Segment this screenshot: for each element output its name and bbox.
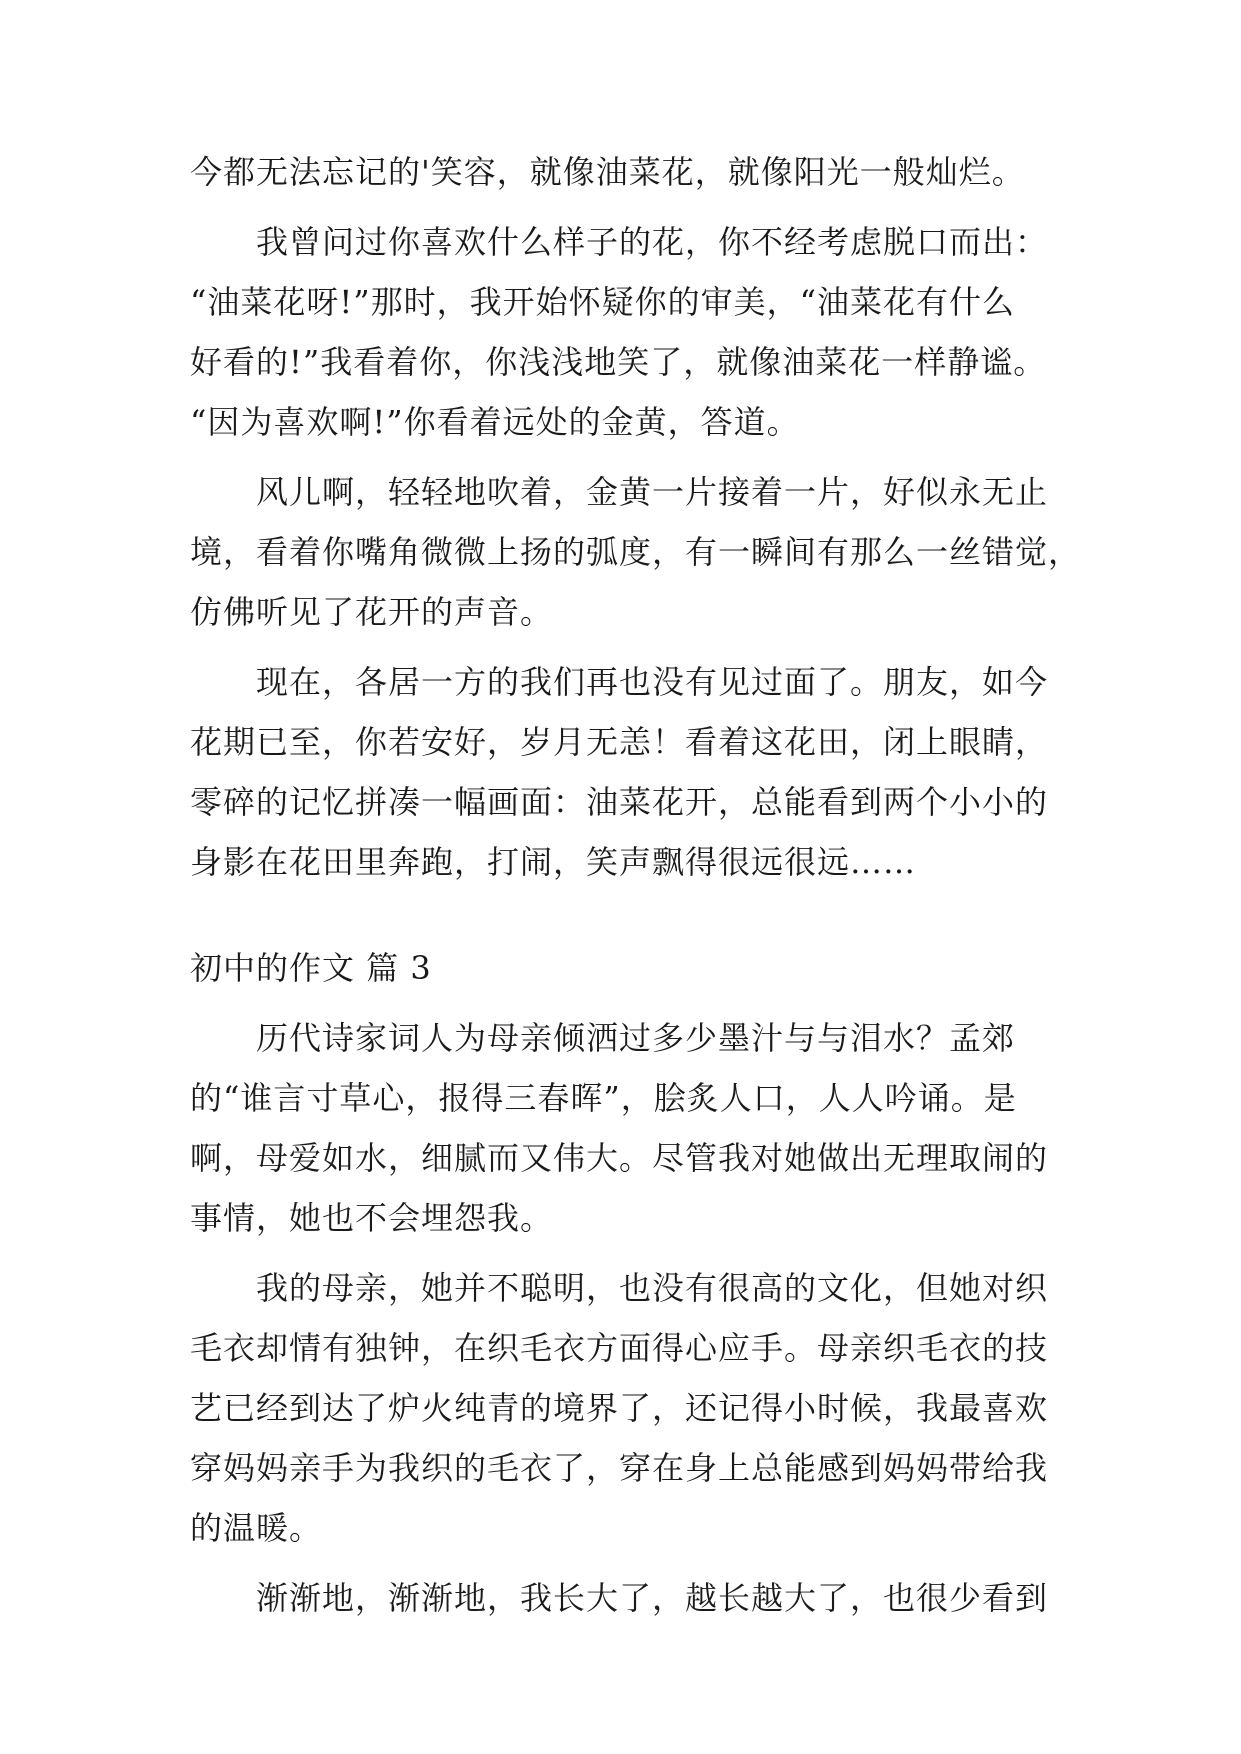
text-line: 好看的!”我看着你，你浅浅地笑了，就像油菜花一样静谧。 bbox=[190, 343, 1047, 381]
text-line: “油菜花呀!”那时，我开始怀疑你的审美，“油菜花有什么 bbox=[190, 283, 1015, 321]
section-heading: 初中的作文 篇 3 bbox=[190, 949, 432, 987]
text-line: 的“谁言寸草心，报得三春晖”，脍炙人口，人人吟诵。是 bbox=[190, 1079, 1017, 1117]
paragraph-start: 渐渐地，渐渐地，我长大了，越长越大了，也很少看到 bbox=[256, 1579, 1049, 1617]
text-line: 身影在花田里奔跑，打闹，笑声飘得很远很远…… bbox=[190, 843, 917, 881]
text-line: 仿佛听见了花开的声音。 bbox=[190, 593, 554, 631]
text-line: 境，看着你嘴角微微上扬的弧度，有一瞬间有那么一丝错觉， bbox=[190, 533, 1082, 571]
paragraph-start: 我的母亲，她并不聪明，也没有很高的文化，但她对织 bbox=[256, 1269, 1049, 1307]
text-line: “因为喜欢啊!”你看着远处的金黄，答道。 bbox=[190, 403, 800, 441]
text-line: 啊，母爱如水，细腻而又伟大。尽管我对她做出无理取闹的 bbox=[190, 1139, 1049, 1177]
paragraph-start: 我曾问过你喜欢什么样子的花，你不经考虑脱口而出： bbox=[256, 223, 1049, 261]
text-line: 事情，她也不会埋怨我。 bbox=[190, 1199, 554, 1237]
text-line: 毛衣却情有独钟，在织毛衣方面得心应手。母亲织毛衣的技 bbox=[190, 1329, 1049, 1367]
text-line: 花期已至，你若安好，岁月无恙！看着这花田，闭上眼睛， bbox=[190, 723, 1049, 761]
text-line: 今都无法忘记的'笑容，就像油菜花，就像阳光一般灿烂。 bbox=[190, 153, 1025, 191]
text-line: 零碎的记忆拼凑一幅画面：油菜花开，总能看到两个小小的 bbox=[190, 783, 1049, 821]
paragraph-start: 风儿啊，轻轻地吹着，金黄一片接着一片，好似永无止 bbox=[256, 473, 1049, 511]
text-line: 的温暖。 bbox=[190, 1509, 323, 1547]
paragraph-start: 现在，各居一方的我们再也没有见过面了。朋友，如今 bbox=[256, 663, 1049, 701]
text-line: 艺已经到达了炉火纯青的境界了，还记得小时候，我最喜欢 bbox=[190, 1389, 1049, 1427]
paragraph-start: 历代诗家词人为母亲倾洒过多少墨汁与与泪水？孟郊 bbox=[256, 1019, 1016, 1057]
text-line: 穿妈妈亲手为我织的毛衣了，穿在身上总能感到妈妈带给我 bbox=[190, 1449, 1049, 1487]
